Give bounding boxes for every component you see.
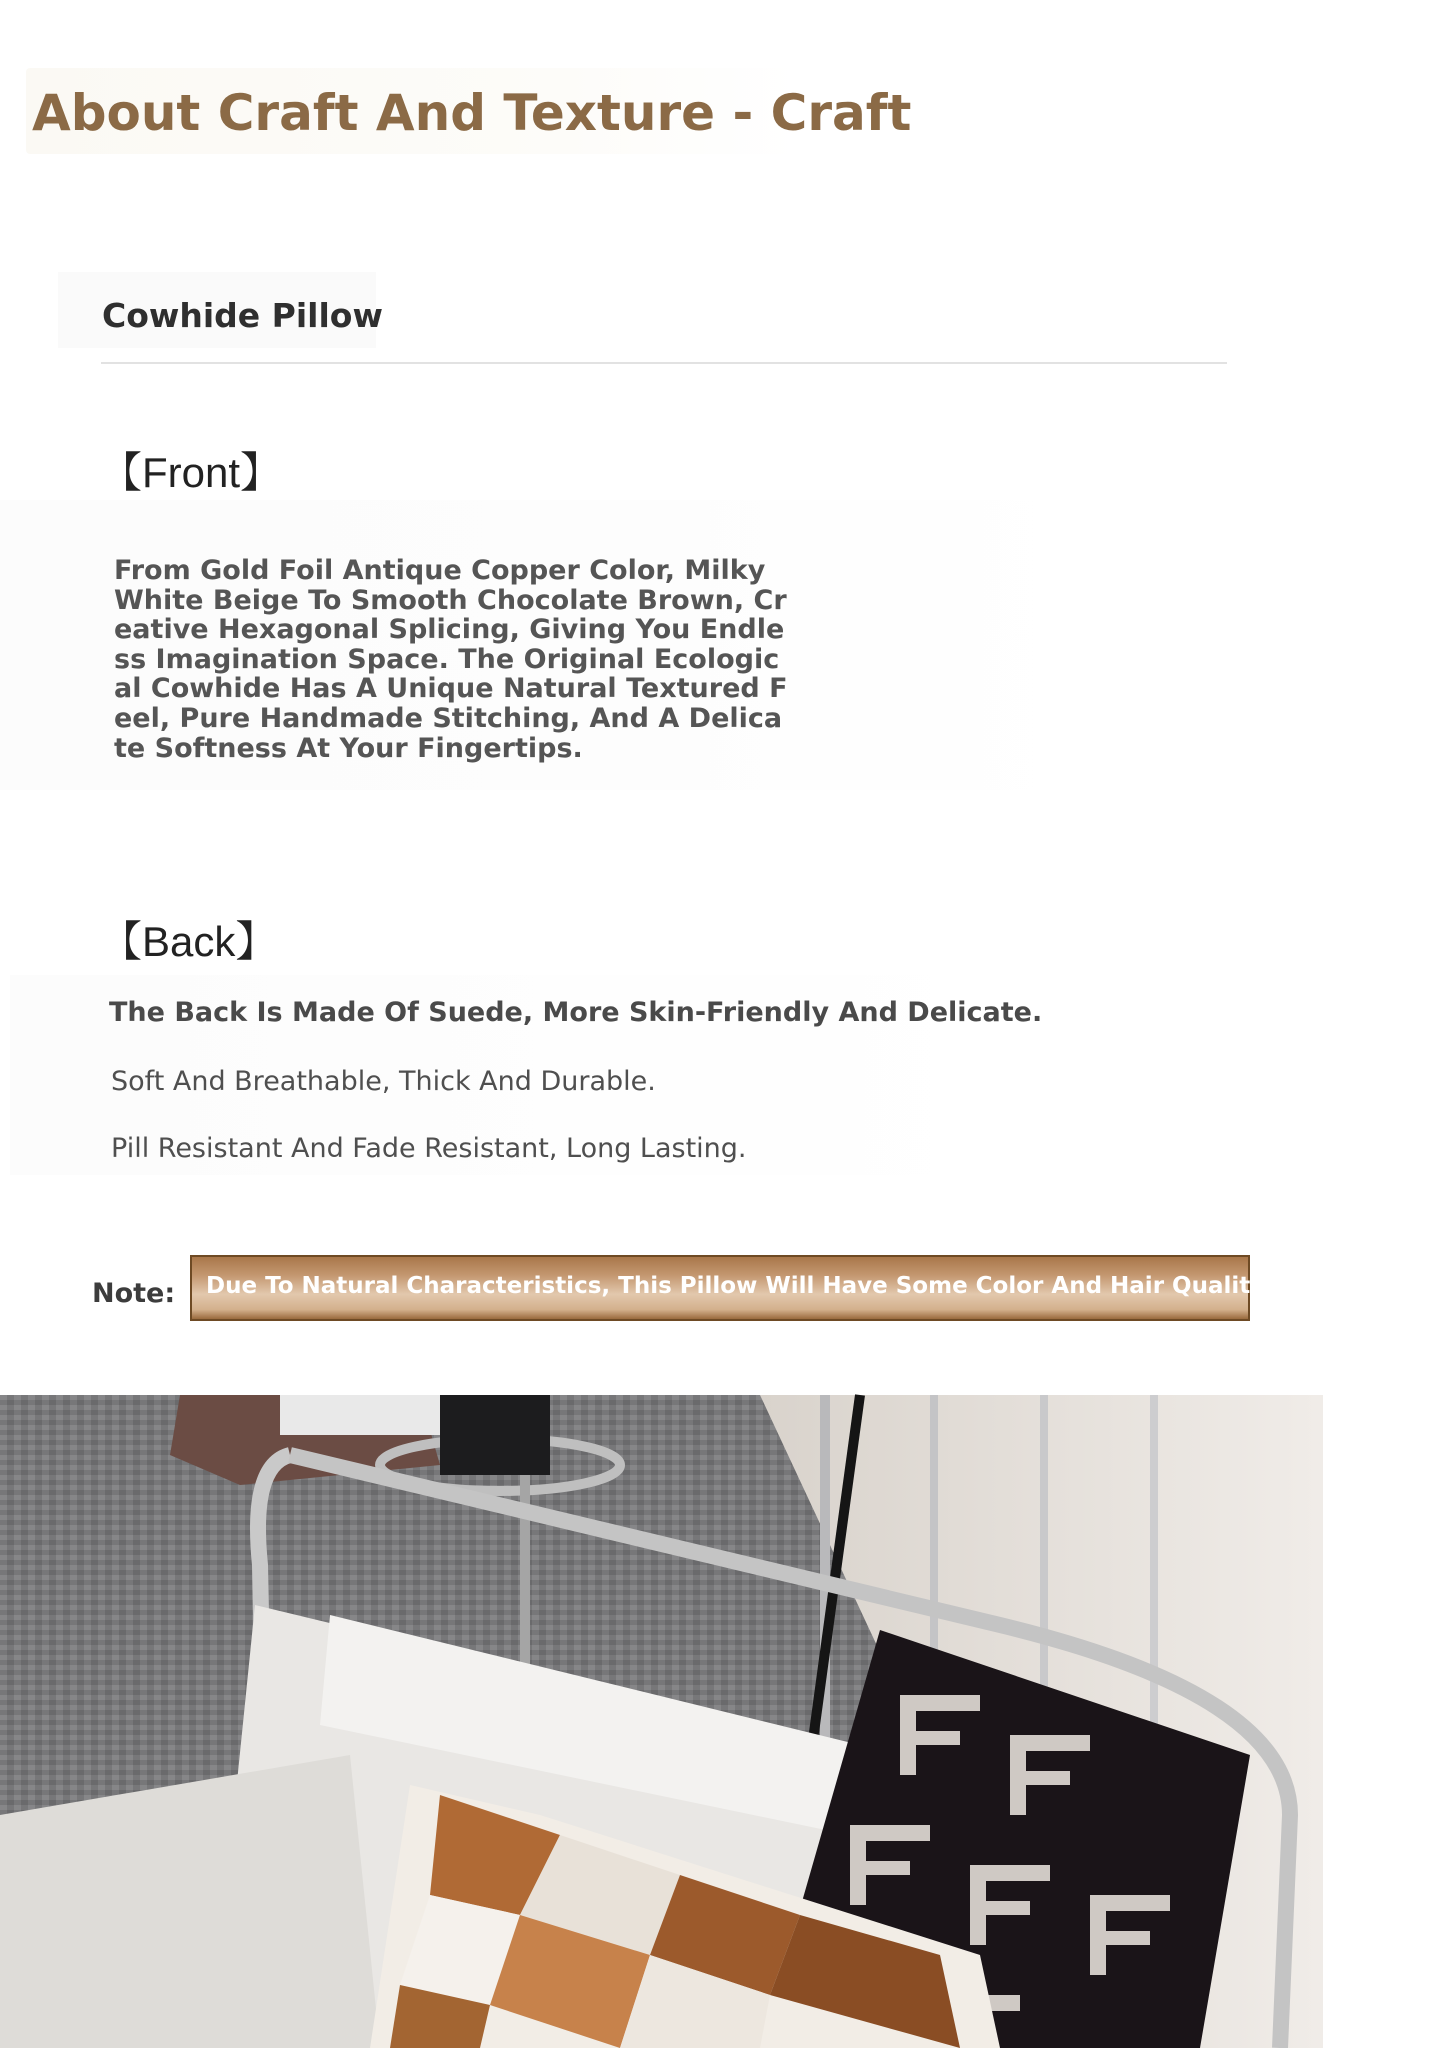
front-description: From Gold Foil Antique Copper Color, Milky White Beige To Smooth Chocolate Brown, Creative Hexagonal Splicing, Giving You Endless Imagination Space. The Original Ecological Cowhide Has A Unique Natural Textured Feel, Pure Handmade Stitching, And A Delicate Softness At Your Fingertips.	[114, 555, 788, 764]
note-banner	[190, 1255, 1429, 1321]
note-label: Note:	[92, 1278, 176, 1309]
front-heading: 【Front】	[100, 449, 283, 496]
back-feature-line: Soft And Breathable, Thick And Durable.	[111, 1066, 656, 1097]
product-photo-illustration	[0, 1395, 1323, 2048]
back-feature-line: Pill Resistant And Fade Resistant, Long Lasting.	[111, 1133, 747, 1164]
page-title: About Craft And Texture - Craft	[32, 84, 912, 142]
section-divider	[101, 362, 1227, 364]
back-heading: 【Back】	[100, 918, 278, 965]
product-photo	[0, 1395, 1323, 2048]
back-bold-line: The Back Is Made Of Suede, More Skin-Friendly And Delicate.	[109, 997, 1043, 1028]
section-title: Cowhide Pillow	[102, 296, 383, 335]
note-text: Due To Natural Characteristics, This Pillow Will Have Some Color And Hair Quality Differences.	[206, 1273, 1429, 1299]
